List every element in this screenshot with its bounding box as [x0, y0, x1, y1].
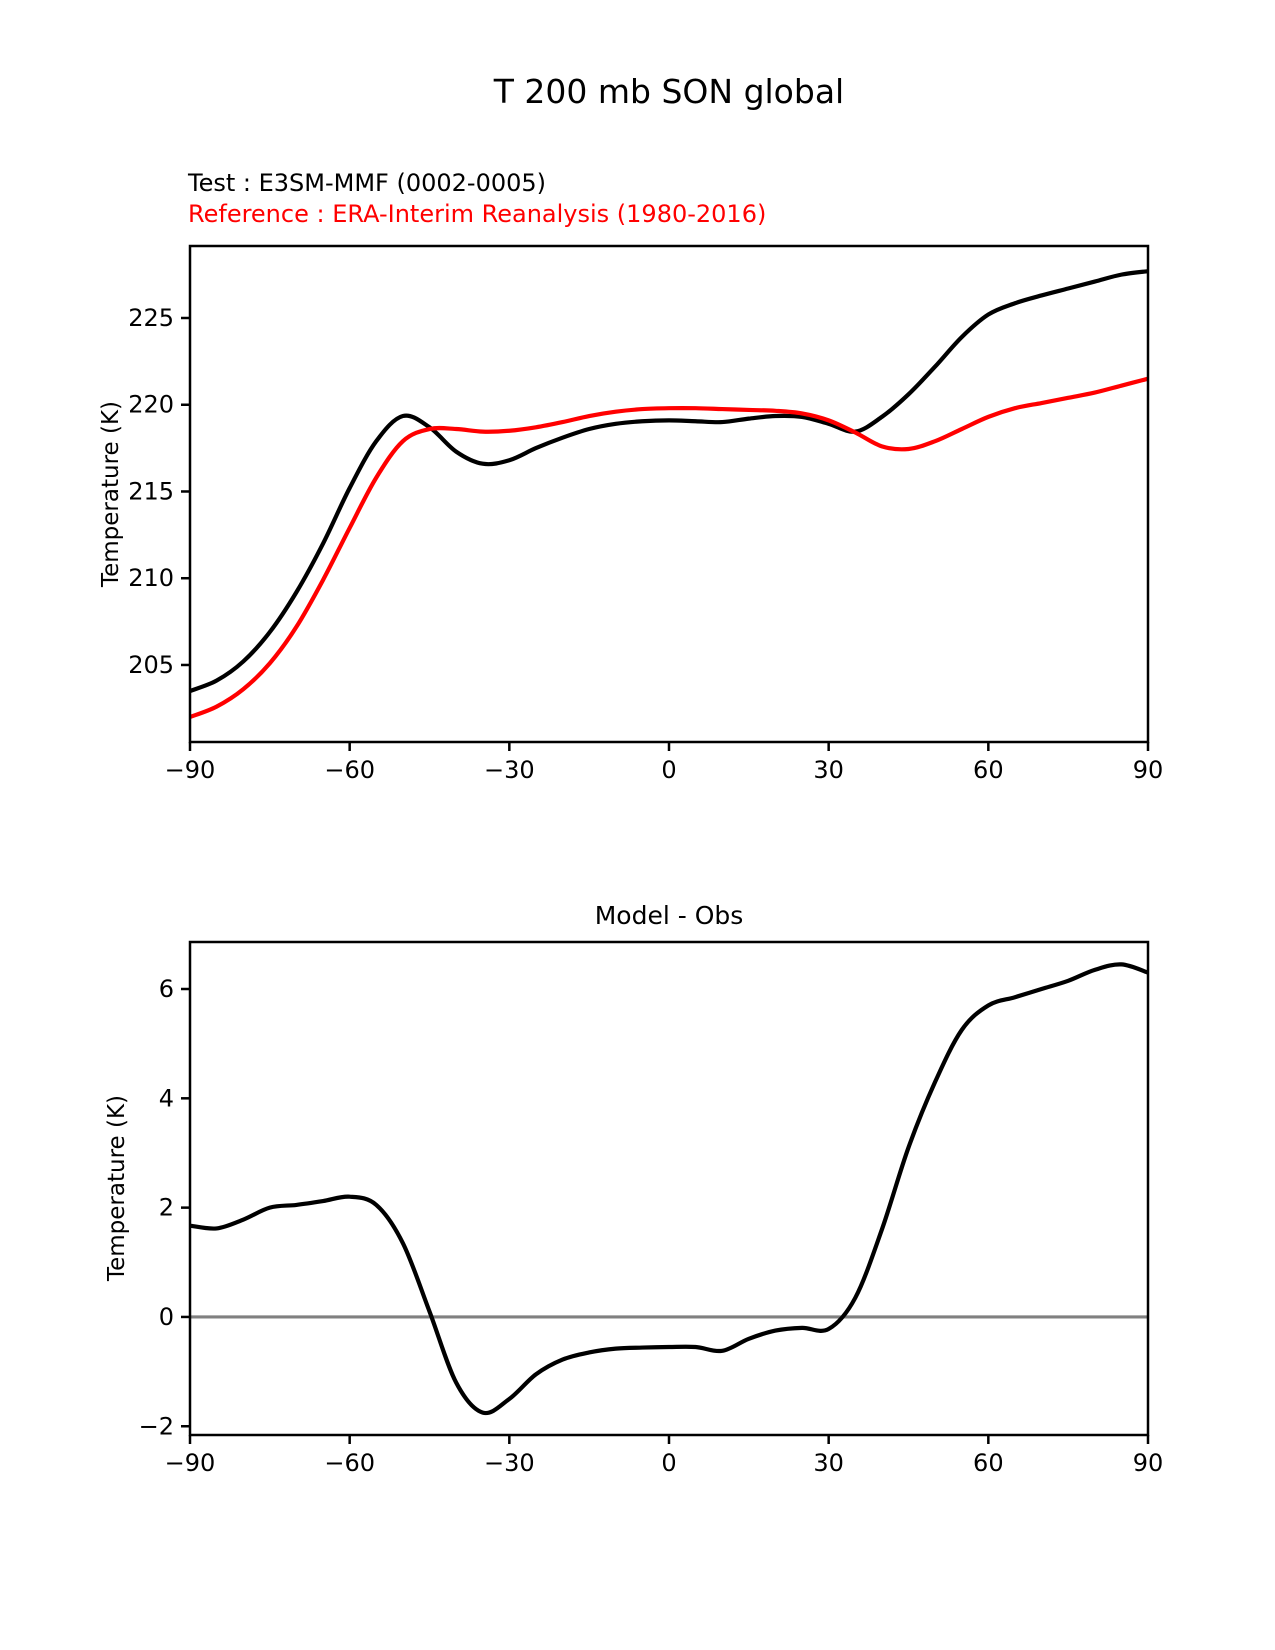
y-tick-label: 220	[128, 390, 174, 419]
y-tick-label: −2	[138, 1412, 174, 1441]
x-tick-label: −30	[484, 1449, 535, 1477]
legend-test-label: Test : E3SM-MMF (0002-0005)	[188, 169, 547, 197]
legend-reference-label: Reference : ERA-Interim Reanalysis (1980-2016)	[188, 200, 767, 228]
x-tick-label: 60	[973, 756, 1004, 784]
x-tick-label: −90	[164, 756, 216, 784]
plot-bottom	[139, 942, 1164, 1477]
x-tick-label: 0	[661, 1449, 677, 1477]
y-tick-label: 215	[128, 477, 174, 506]
x-tick-label: −30	[484, 756, 535, 784]
axes-frame	[190, 942, 1148, 1435]
bottom-plot-title: Model - Obs	[594, 901, 744, 930]
y-tick-label: 4	[158, 1084, 174, 1113]
figure-title: T 200 mb SON global	[493, 72, 845, 111]
plot-top	[128, 246, 1163, 784]
bottom-plot-y-axis-label: Temperature (K)	[104, 1094, 130, 1282]
reference-era-interim-reanalysis-1980-2016-curve	[190, 379, 1148, 717]
x-tick-label: −90	[164, 1449, 216, 1477]
y-tick-label: 6	[158, 975, 174, 1004]
x-tick-label: 30	[813, 756, 844, 784]
x-tick-label: 30	[813, 1449, 844, 1477]
y-tick-label: 210	[128, 564, 174, 593]
x-tick-label: 60	[973, 1449, 1004, 1477]
x-tick-label: 0	[661, 756, 677, 784]
y-tick-label: 205	[128, 650, 174, 679]
x-tick-label: 90	[1132, 1449, 1164, 1477]
model-obs-curve	[190, 964, 1148, 1413]
y-tick-label: 2	[158, 1193, 174, 1222]
x-tick-label: 90	[1132, 756, 1164, 784]
x-tick-label: −60	[324, 756, 375, 784]
y-tick-label: 0	[158, 1302, 174, 1331]
test-e3sm-mmf-0002-0005-curve	[190, 271, 1148, 691]
y-tick-label: 225	[128, 303, 174, 332]
x-tick-label: −60	[324, 1449, 375, 1477]
axes-frame	[190, 246, 1148, 742]
top-plot-y-axis-label: Temperature (K)	[98, 400, 124, 588]
